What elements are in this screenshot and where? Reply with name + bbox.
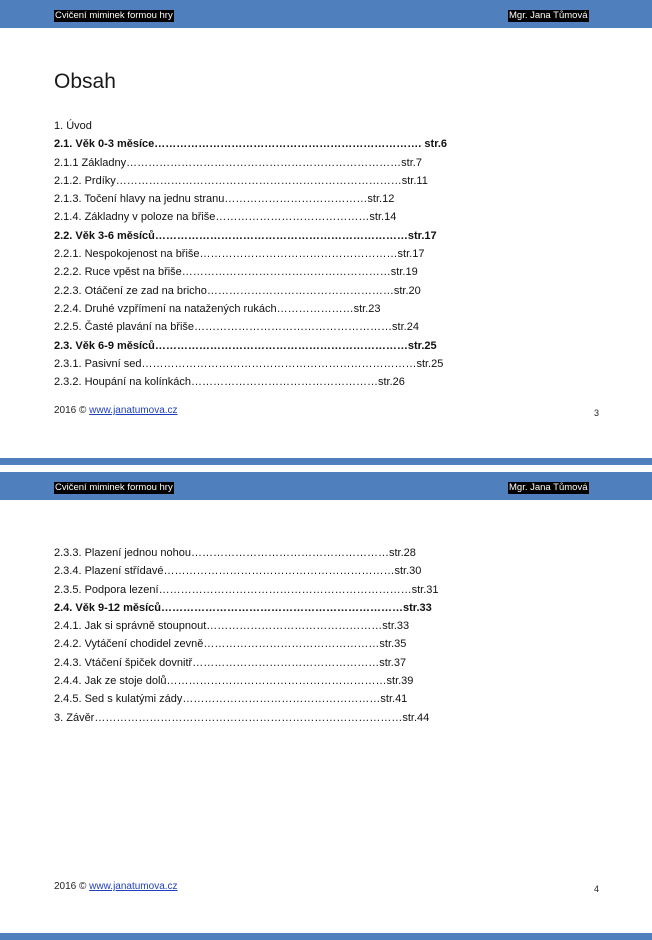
header-author: Mgr. Jana Tůmová bbox=[509, 482, 588, 493]
page-footer bbox=[54, 881, 178, 892]
toc-entry-text: 2.1.3. Točení hlavy na jednu stranu…………………………………str.12 bbox=[54, 193, 395, 206]
toc-entry bbox=[54, 135, 447, 153]
toc-entry-text: 2.3. Věk 6-9 měsíců……………………………………………………………str.25 bbox=[54, 339, 437, 352]
toc-entry-text: 2.1.1 Základny…………………………………………………………………str.7 bbox=[54, 156, 422, 169]
toc-entry bbox=[54, 318, 447, 336]
toc-entry-text: 2.2.1. Nespokojenost na břiše………………………………………………str.17 bbox=[54, 248, 425, 261]
toc-entry-text: 2.2.4. Druhé vzpřímení na natažených rukách…………………str.23 bbox=[54, 302, 381, 315]
toc-entry-text: 2.2.5. Časté plavání na břiše………………………………………………str.24 bbox=[54, 321, 419, 334]
footer-website-link[interactable]: www.janatumova.cz bbox=[89, 405, 178, 416]
toc-entry bbox=[54, 373, 447, 391]
toc-entry bbox=[54, 263, 447, 281]
toc-entry bbox=[54, 599, 438, 617]
toc-entry bbox=[54, 635, 438, 653]
toc-entry bbox=[54, 190, 447, 208]
header-document-title: Cvičení miminek formou hry bbox=[55, 482, 173, 493]
toc-entry bbox=[54, 154, 447, 172]
toc-entry bbox=[54, 355, 447, 373]
footer-copyright: 2016 © bbox=[54, 881, 90, 892]
toc-entry bbox=[54, 544, 438, 562]
page-number: 3 bbox=[594, 408, 600, 418]
toc-entry-text: 2.1. Věk 0-3 měsíce………………………………………………………………. str.6 bbox=[54, 138, 448, 151]
toc-entry-text: 2.1.2. Prdíky……………………………………………………………………str.11 bbox=[54, 174, 428, 187]
toc-entry-text: 2.3.1. Pasivní sed…………………………………………………………………str.25 bbox=[54, 357, 444, 370]
toc-entry-text: 2.4.4. Jak ze stoje dolů……………………………………………………str.39 bbox=[54, 675, 414, 688]
page-footer bbox=[54, 405, 178, 416]
toc-entry bbox=[54, 672, 438, 690]
document-page-3 bbox=[0, 0, 652, 460]
toc-entry bbox=[54, 337, 447, 355]
footer-copyright: 2016 © bbox=[54, 405, 90, 416]
toc-entry-text: 2.4.1. Jak si správně stoupnout…………………………………………str.33 bbox=[54, 620, 410, 633]
toc-entry-text: 2.3.3. Plazení jednou nohou………………………………………………str.28 bbox=[54, 547, 416, 559]
toc-entry bbox=[54, 562, 438, 580]
toc-entry-text: 1. Úvod bbox=[54, 120, 92, 132]
toc-entry bbox=[54, 282, 447, 300]
toc-entry bbox=[54, 227, 447, 245]
toc-entry-text: 3. Závěr…………………………………………………………………………str.44 bbox=[54, 711, 430, 724]
toc-entry bbox=[54, 208, 447, 226]
toc-entry bbox=[54, 654, 438, 672]
page-title: Obsah bbox=[54, 70, 116, 93]
toc-entry-text: 2.3.2. Houpání na kolínkách……………………………………………str.26 bbox=[54, 376, 405, 389]
toc-entry-text: 2.4.5. Sed s kulatými zády………………………………………………str.41 bbox=[54, 693, 408, 706]
toc-entry bbox=[54, 709, 438, 727]
toc-entry bbox=[54, 617, 438, 635]
toc-entry bbox=[54, 172, 447, 190]
toc-entry bbox=[54, 245, 447, 263]
toc-entry bbox=[54, 300, 447, 318]
page-separator-bar bbox=[0, 933, 652, 940]
toc-entry-text: 2.4.3. Vtáčení špiček dovnitř……………………………………………str.37 bbox=[54, 656, 407, 669]
toc-entry bbox=[54, 581, 438, 599]
toc-entry-text: 2.4.2. Vytáčení chodidel zevně…………………………………………str.35 bbox=[54, 638, 407, 651]
toc-entry-text: 2.2. Věk 3-6 měsíců……………………………………………………………str.17 bbox=[54, 229, 437, 242]
table-of-contents bbox=[54, 544, 438, 727]
page-number: 4 bbox=[594, 884, 600, 894]
toc-entry-text: 2.2.3. Otáčení ze zad na bricho……………………………………………str.20 bbox=[54, 284, 421, 297]
toc-entry bbox=[54, 690, 438, 708]
header-document-title: Cvičení miminek formou hry bbox=[55, 10, 173, 21]
document-page-4 bbox=[0, 472, 652, 940]
header-author: Mgr. Jana Tůmová bbox=[509, 10, 588, 21]
page-separator-bar bbox=[0, 458, 652, 465]
toc-entry-text: 2.1.4. Základny v poloze na břiše……………………………………str.14 bbox=[54, 211, 397, 224]
toc-entry-text: 2.2.2. Ruce vpěst na břiše…………………………………………………str.19 bbox=[54, 266, 418, 279]
table-of-contents bbox=[54, 117, 447, 391]
toc-entry-text: 2.3.4. Plazení střídavé………………………………………………………str.30 bbox=[54, 565, 422, 578]
toc-entry-text: 2.4. Věk 9-12 měsíců…………………………………………………………str.33 bbox=[54, 601, 432, 614]
toc-entry-text: 2.3.5. Podpora lezení……………………………………………………………str.31 bbox=[54, 583, 439, 596]
footer-website-link[interactable]: www.janatumova.cz bbox=[89, 881, 178, 892]
toc-entry bbox=[54, 117, 447, 135]
